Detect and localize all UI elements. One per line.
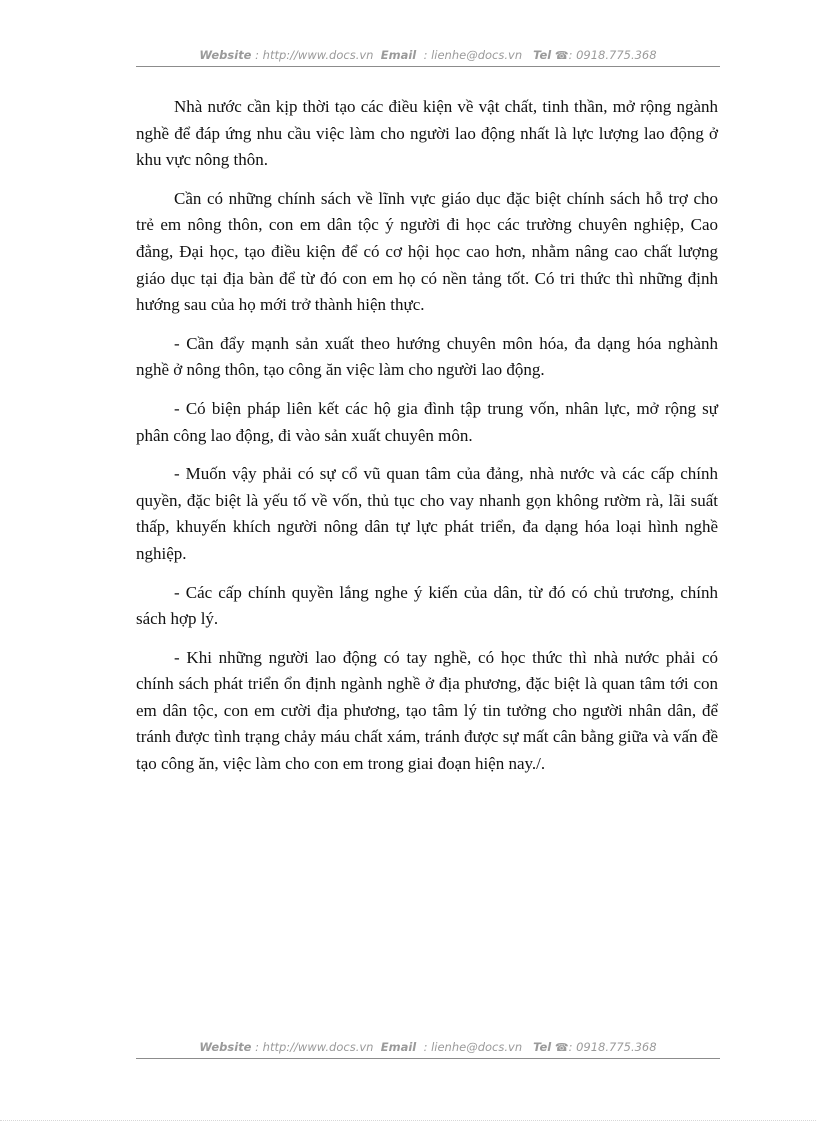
header-website-label: Website	[199, 48, 252, 62]
header-tel-value: : 0918.775.368	[568, 48, 657, 62]
paragraph: - Cần đẩy mạnh sản xuất theo hướng chuyên môn hóa, đa dạng hóa nghành nghề ở nông thôn, tạo công ăn việc làm cho người lao động.	[136, 333, 718, 380]
phone-icon: ☎	[554, 1041, 569, 1054]
header-email-label: Email	[380, 48, 417, 62]
header-email-link[interactable]: : lienhe@docs.vn	[423, 48, 523, 62]
page-edge-divider	[0, 1120, 816, 1121]
page-header	[136, 47, 720, 67]
header-tel-label: Tel	[533, 48, 552, 62]
footer-tel-label: Tel	[533, 1040, 552, 1054]
footer-email-label: Email	[380, 1040, 417, 1054]
footer-website-label: Website	[199, 1040, 252, 1054]
paragraph: - Các cấp chính quyền lắng nghe ý kiến của dân, từ đó có chủ trương, chính sách hợp lý.	[136, 582, 718, 629]
paragraph: - Muốn vậy phải có sự cổ vũ quan tâm của đảng, nhà nước và các cấp chính quyền, đặc biệt là yếu tố về vốn, thủ tục cho vay nhanh gọn không rườm rà, lãi suất thấp, khuyến khích người nông dân tự lực phát triển, đa dạng hóa loại hình nghề nghiệp.	[136, 464, 718, 563]
footer-email-link[interactable]: : lienhe@docs.vn	[423, 1040, 523, 1054]
paragraph: Cần có những chính sách về lĩnh vực giáo dục đặc biệt chính sách hỗ trợ cho trẻ em nông thôn, con em dân tộc ý người đi học các trường chuyên nghiệp, Cao đẳng, Đại học, tạo điều kiện để có cơ hội học cao hơn, nhằm nâng cao chất lượng giáo dục tại địa bàn để từ đó con em họ có nền tảng tốt. Có tri thức thì những định hướng sau của họ mới trở thành hiện thực.	[136, 188, 718, 315]
paragraph: Nhà nước cần kịp thời tạo các điều kiện về vật chất, tinh thần, mở rộng ngành nghề để đáp ứng nhu cầu việc làm cho người lao động nhất là lực lượng lao động ở khu vực nông thôn.	[136, 97, 718, 170]
paragraph: - Có biện pháp liên kết các hộ gia đình tập trung vốn, nhân lực, mở rộng sự phân công lao động, đi vào sản xuất chuyên môn.	[136, 398, 718, 445]
phone-icon: ☎	[554, 49, 569, 62]
page-footer	[136, 1039, 720, 1059]
header-website-link[interactable]: : http://www.docs.vn	[255, 48, 374, 62]
document-body	[136, 94, 718, 790]
footer-tel-value: : 0918.775.368	[568, 1040, 657, 1054]
footer-website-link[interactable]: : http://www.docs.vn	[255, 1040, 374, 1054]
paragraph: - Khi những người lao động có tay nghề, có học thức thì nhà nước phải có chính sách phát triển ổn định ngành nghề ở địa phương, đặc biệt là quan tâm tới con em dân tộc, con em cười địa phương, tạo tâm lý tin tưởng cho người nhân dân, để tránh được tình trạng chảy máu chất xám, tránh được sự mất cân bằng giữa và vấn đề tạo công ăn, việc làm cho con em trong giai đoạn hiện nay./.	[136, 647, 718, 774]
